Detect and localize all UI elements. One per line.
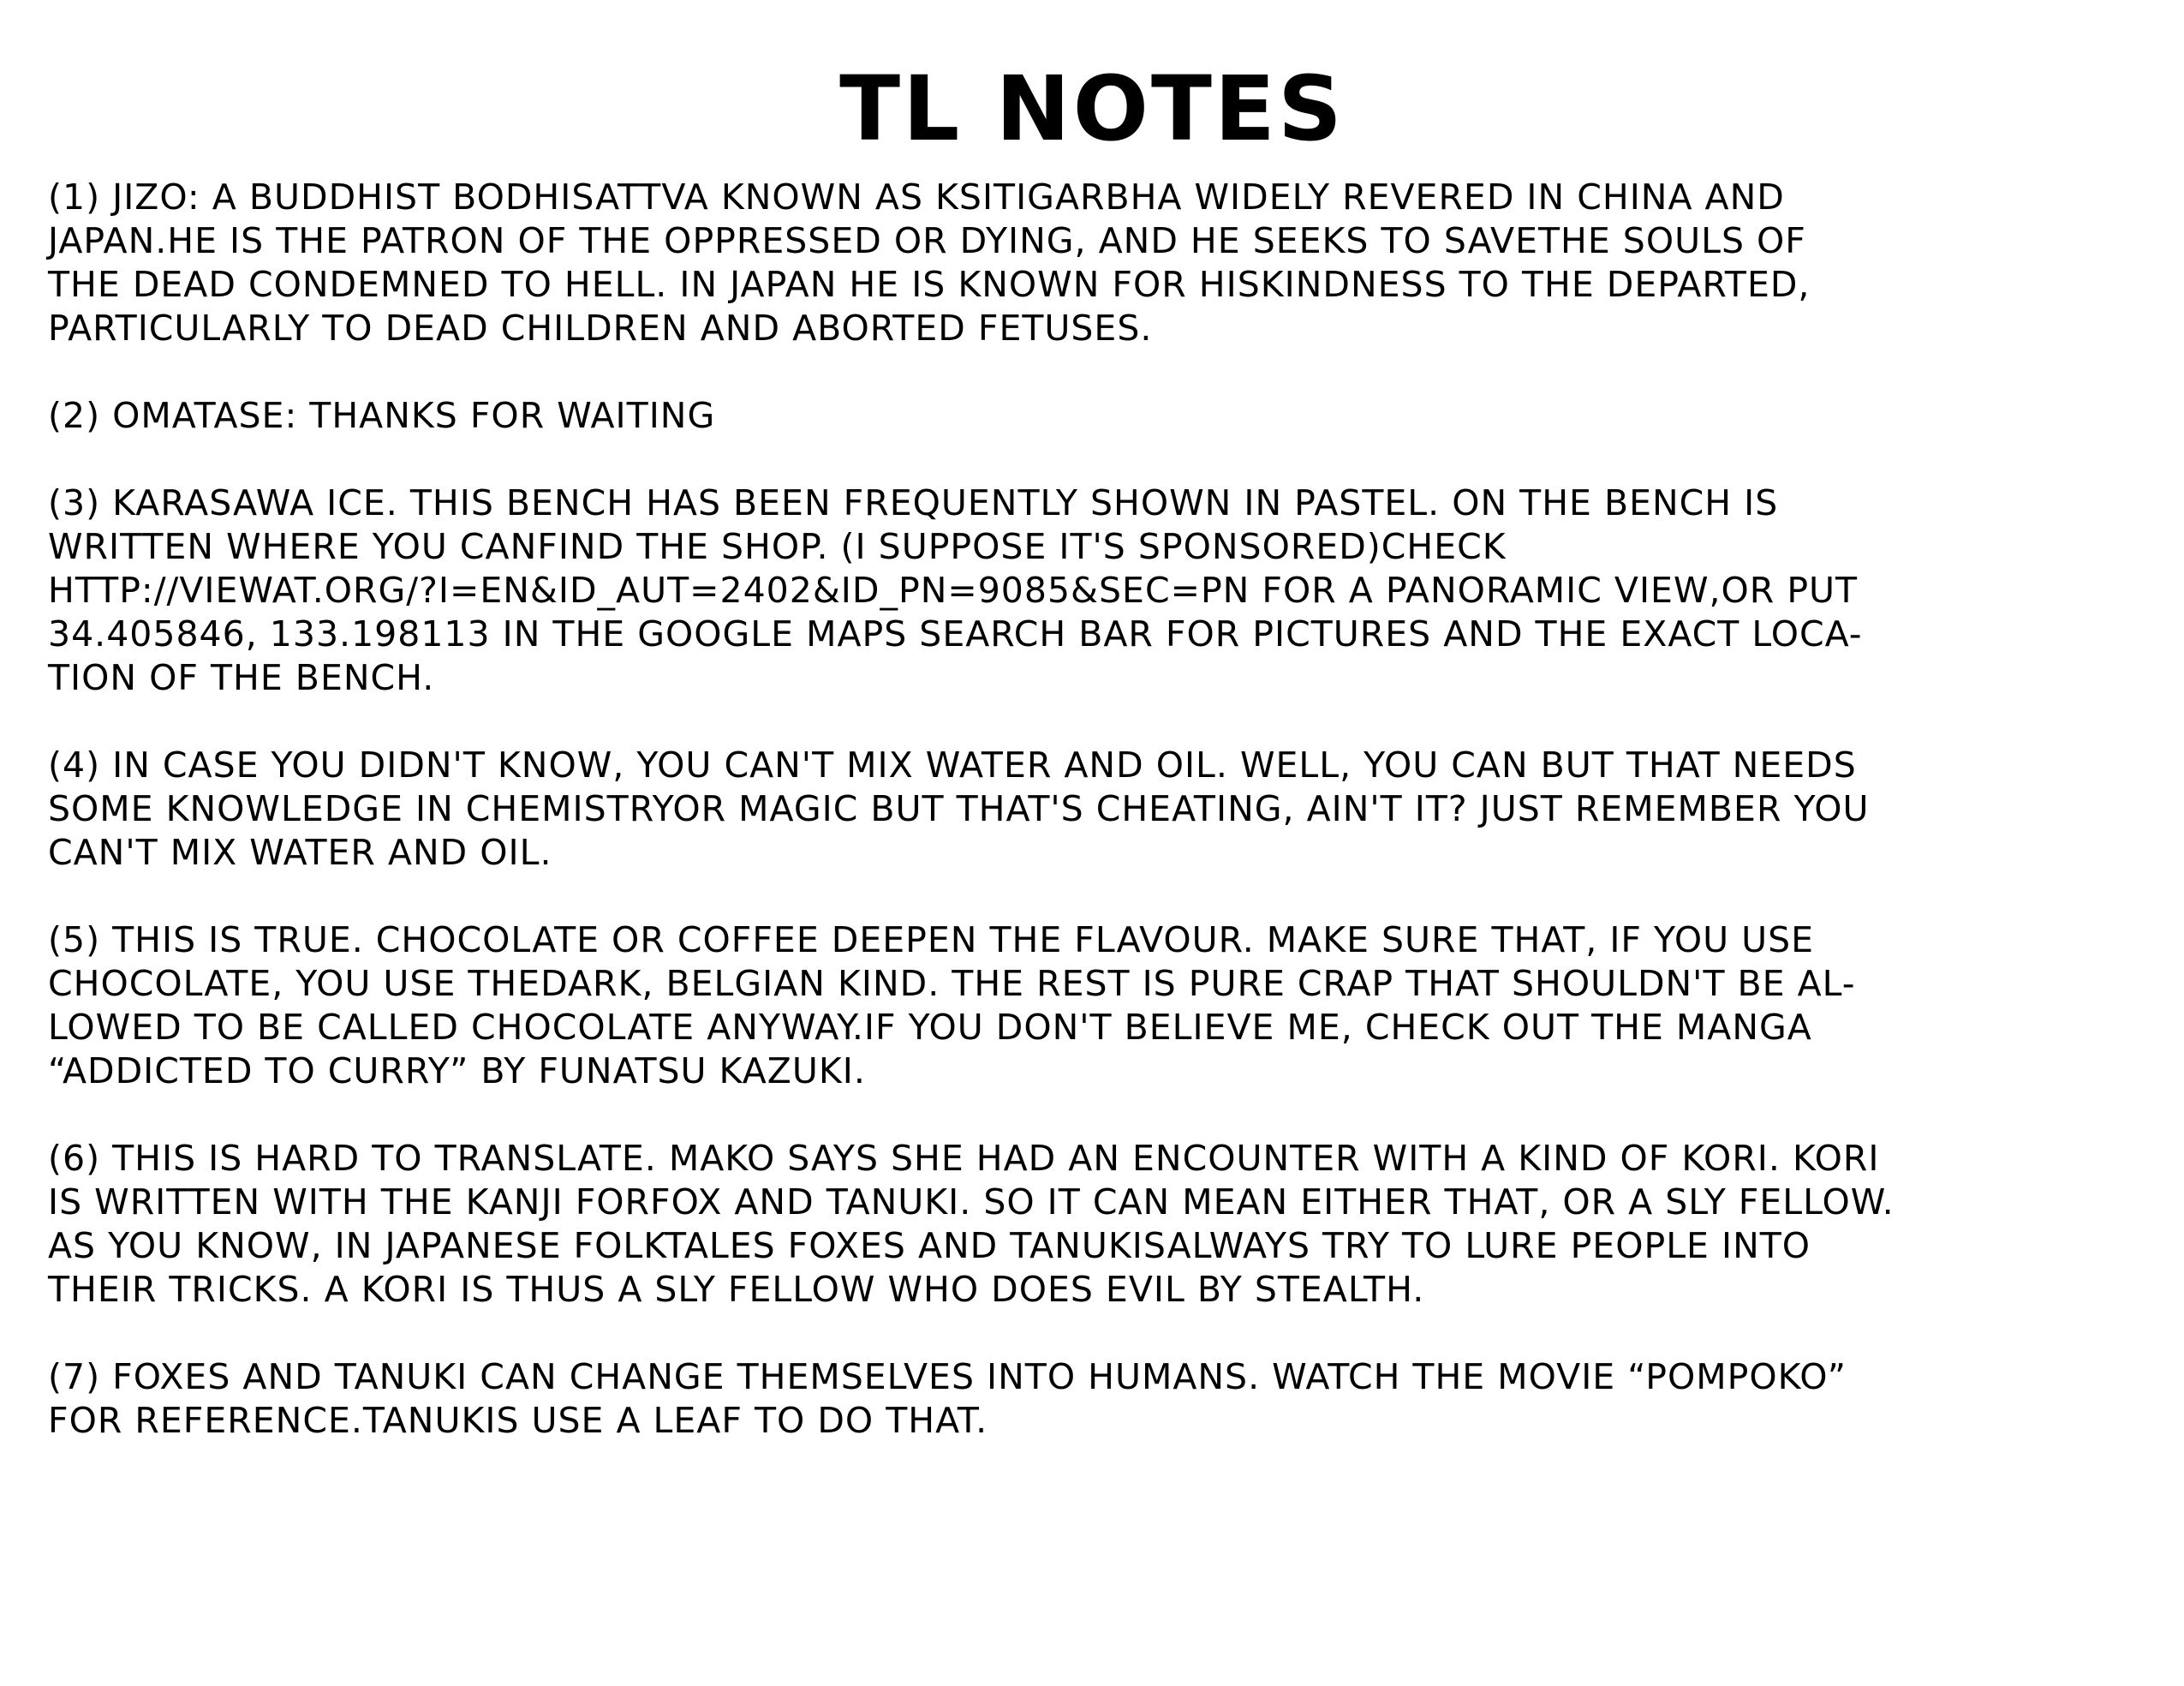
note-line: THEIR TRICKS. A KORI IS THUS A SLY FELLOW WHO DOES EVIL BY STEALTH. <box>48 1269 1425 1310</box>
notes-list <box>48 176 2138 1486</box>
note-line: (1) JIZO: A BUDDHIST BODHISATTVA KNOWN AS KSITIGARBHA WIDELY REVERED IN CHINA AND <box>48 176 1785 218</box>
note-line: SOME KNOWLEDGE IN CHEMISTRYOR MAGIC BUT THAT'S CHEATING, AIN'T IT? JUST REMEMBER YOU <box>48 788 1870 829</box>
note-line: CHOCOLATE, YOU USE THEDARK, BELGIAN KIND. THE REST IS PURE CRAP THAT SHOULDN'T BE AL- <box>48 963 1856 1004</box>
note-line: (4) IN CASE YOU DIDN'T KNOW, YOU CAN'T MIX WATER AND OIL. WELL, YOU CAN BUT THAT NEEDS <box>48 744 1857 786</box>
note-line: CAN'T MIX WATER AND OIL. <box>48 832 552 873</box>
note-line: THE DEAD CONDEMNED TO HELL. IN JAPAN HE IS KNOWN FOR HISKINDNESS TO THE DEPARTED, <box>48 264 1811 305</box>
note-line: (2) OMATASE: THANKS FOR WAITING <box>48 395 716 436</box>
note-line: LOWED TO BE CALLED CHOCOLATE ANYWAY.IF YOU DON'T BELIEVE ME, CHECK OUT THE MANGA <box>48 1007 1812 1048</box>
note-line: (3) KARASAWA ICE. THIS BENCH HAS BEEN FREQUENTLY SHOWN IN PASTEL. ON THE BENCH IS <box>48 482 1779 523</box>
note-line: 34.405846, 133.198113 IN THE GOOGLE MAPS SEARCH BAR FOR PICTURES AND THE EXACT LOCA- <box>48 613 1863 655</box>
note-line: (5) THIS IS TRUE. CHOCOLATE OR COFFEE DEEPEN THE FLAVOUR. MAKE SURE THAT, IF YOU USE <box>48 919 1815 960</box>
note-5 <box>48 918 2138 1093</box>
note-line: AS YOU KNOW, IN JAPANESE FOLKTALES FOXES AND TANUKISALWAYS TRY TO LURE PEOPLE INTO <box>48 1225 1811 1266</box>
note-line: (7) FOXES AND TANUKI CAN CHANGE THEMSELVES INTO HUMANS. WATCH THE MOVIE “POMPOKO” <box>48 1356 1847 1397</box>
note-line: PARTICULARLY TO DEAD CHILDREN AND ABORTED FETUSES. <box>48 308 1153 349</box>
note-line: TION OF THE BENCH. <box>48 657 435 698</box>
note-line: “ADDICTED TO CURRY” BY FUNATSU KAZUKI. <box>48 1050 866 1091</box>
note-line: HTTP://VIEWAT.ORG/?I=EN&ID_AUT=2402&ID_PN=9085&SEC=PN FOR A PANORAMIC VIEW,OR PUT <box>48 570 1859 611</box>
note-7 <box>48 1355 2138 1443</box>
note-line: JAPAN.HE IS THE PATRON OF THE OPPRESSED OR DYING, AND HE SEEKS TO SAVETHE SOULS OF <box>48 220 1806 261</box>
note-line: (6) THIS IS HARD TO TRANSLATE. MAKO SAYS SHE HAD AN ENCOUNTER WITH A KIND OF KORI. KORI <box>48 1138 1880 1179</box>
note-line: WRITTEN WHERE YOU CANFIND THE SHOP. (I SUPPOSE IT'S SPONSORED)CHECK <box>48 526 1507 567</box>
note-4 <box>48 744 2138 875</box>
note-1 <box>48 176 2138 350</box>
note-6 <box>48 1137 2138 1312</box>
note-3 <box>48 481 2138 700</box>
note-line: IS WRITTEN WITH THE KANJI FORFOX AND TANUKI. SO IT CAN MEAN EITHER THAT, OR A SLY FELLOW. <box>48 1181 1895 1223</box>
note-line: FOR REFERENCE.TANUKIS USE A LEAF TO DO THAT. <box>48 1400 988 1441</box>
note-2 <box>48 394 2138 438</box>
page-title: TL NOTES <box>839 57 1345 161</box>
